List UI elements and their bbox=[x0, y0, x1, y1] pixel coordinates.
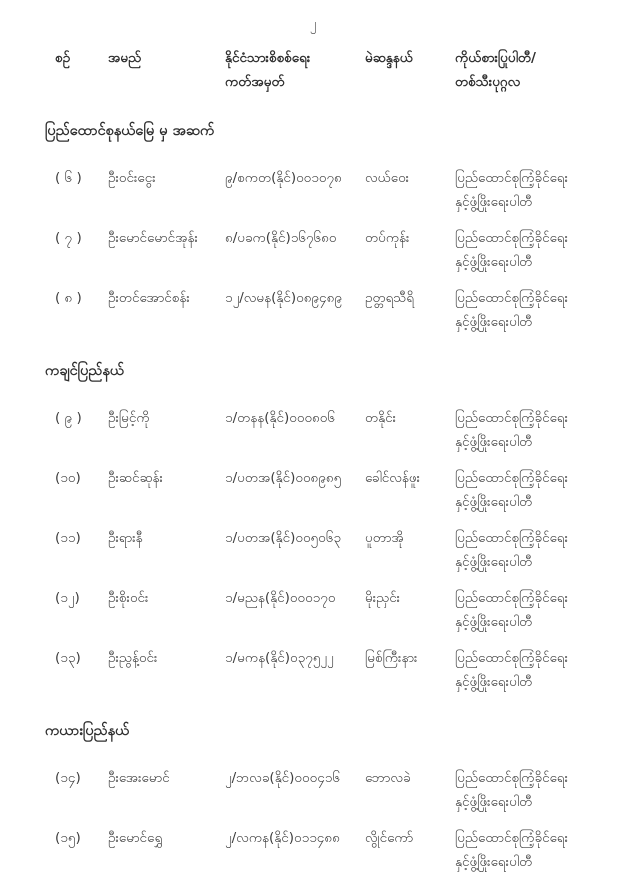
cell-party bbox=[455, 766, 626, 814]
header-serial-label: စဉ် bbox=[55, 50, 71, 66]
cell-nrc bbox=[225, 226, 365, 250]
cell-nrc bbox=[225, 526, 365, 550]
party-line1: ပြည်ထောင်စုကြံ့ခိုင်ရေး bbox=[455, 230, 569, 246]
table-row bbox=[0, 646, 626, 694]
cell-serial bbox=[55, 286, 108, 310]
constituency-value: တနိုင်း bbox=[365, 410, 397, 426]
party-line1: ပြည်ထောင်စုကြံ့ခိုင်ရေး bbox=[455, 410, 569, 426]
header-party-line1: ကိုယ်စားပြုပါတီ/ bbox=[455, 50, 536, 66]
table-row bbox=[0, 466, 626, 514]
cell-serial bbox=[55, 526, 108, 550]
name-value: ဦးညွန့်ဝင်း bbox=[108, 650, 158, 666]
cell-name bbox=[108, 226, 225, 250]
header-party-line2: တစ်သီးပုဂ္ဂလ bbox=[455, 74, 521, 90]
cell-name bbox=[108, 586, 225, 610]
nrc-value: ၁၂/လမန(နိုင်)၀၈၉၄၈၉ bbox=[225, 290, 342, 306]
cell-nrc bbox=[225, 286, 365, 310]
name-value: ဦးအေးမောင် bbox=[108, 770, 170, 786]
serial-value: ( ၆ ) bbox=[55, 170, 82, 186]
cell-nrc bbox=[225, 166, 365, 190]
party-line2: နှင့်ဖွံ့ဖြိုးရေးပါတီ bbox=[455, 674, 533, 690]
nrc-value: ၂/ဘလခ(နိုင်)၀၀၀၄၁၆ bbox=[225, 770, 340, 786]
section-title: ပြည်ထောင်စုနယ်မြေ မှ အဆက် bbox=[45, 123, 215, 139]
name-value: ဦးတင်အောင်စန်း bbox=[108, 290, 190, 306]
table-row bbox=[0, 166, 626, 214]
cell-serial bbox=[55, 226, 108, 250]
cell-name bbox=[108, 406, 225, 430]
nrc-value: ၁/မညန(နိုင်)၀၀၀၁၇၀ bbox=[225, 590, 336, 606]
cell-party bbox=[455, 586, 626, 634]
cell-name bbox=[108, 646, 225, 670]
cell-nrc bbox=[225, 586, 365, 610]
cell-serial bbox=[55, 586, 108, 610]
name-value: ဦးဝင်းငွေး bbox=[108, 170, 156, 186]
cell-constituency bbox=[365, 646, 455, 670]
header-nrc-line2: ကတ်အမှတ် bbox=[225, 74, 285, 90]
party-line1: ပြည်ထောင်စုကြံ့ခိုင်ရေး bbox=[455, 170, 569, 186]
table-body bbox=[0, 120, 626, 874]
cell-constituency bbox=[365, 586, 455, 610]
constituency-value: လွိုင်ကော် bbox=[365, 830, 414, 846]
cell-serial bbox=[55, 646, 108, 670]
cell-name bbox=[108, 826, 225, 850]
serial-value: ( ၇ ) bbox=[55, 230, 82, 246]
party-line2: နှင့်ဖွံ့ဖြိုးရေးပါတီ bbox=[455, 854, 533, 870]
table-row bbox=[0, 766, 626, 814]
cell-name bbox=[108, 526, 225, 550]
cell-constituency bbox=[365, 766, 455, 790]
cell-nrc bbox=[225, 646, 365, 670]
cell-constituency bbox=[365, 826, 455, 850]
cell-serial bbox=[55, 406, 108, 430]
cell-party bbox=[455, 166, 626, 214]
cell-nrc bbox=[225, 406, 365, 430]
constituency-value: တပ်ကုန်း bbox=[365, 230, 410, 246]
party-line1: ပြည်ထောင်စုကြံ့ခိုင်ရေး bbox=[455, 650, 569, 666]
cell-constituency bbox=[365, 166, 455, 190]
cell-serial bbox=[55, 766, 108, 790]
nrc-value: ၂/လကန(နိုင်)၀၁၁၄၈၈ bbox=[225, 830, 340, 846]
serial-value: (၁၂) bbox=[55, 590, 80, 606]
serial-value: (၁၁) bbox=[55, 530, 81, 546]
constituency-value: လယ်ဝေး bbox=[365, 170, 410, 186]
table-row bbox=[0, 286, 626, 334]
serial-value: (၁၀) bbox=[55, 470, 81, 486]
cell-party bbox=[455, 466, 626, 514]
cell-nrc bbox=[225, 766, 365, 790]
constituency-value: ဘောလခဲ bbox=[365, 770, 411, 786]
party-line1: ပြည်ထောင်စုကြံ့ခိုင်ရေး bbox=[455, 770, 569, 786]
serial-value: ( ၉ ) bbox=[55, 410, 82, 426]
nrc-value: ၈/ပခက(နိုင်)၁၆၇၆၈၀ bbox=[225, 230, 337, 246]
party-line1: ပြည်ထောင်စုကြံ့ခိုင်ရေး bbox=[455, 290, 569, 306]
cell-party bbox=[455, 826, 626, 874]
cell-party bbox=[455, 646, 626, 694]
nrc-value: ၁/ပတအ(နိုင်)၀၀၈၉၈၅ bbox=[225, 470, 342, 486]
name-value: ဦးမြင့်ကို bbox=[108, 410, 150, 426]
name-value: ဦးဆင်ဆုန်း bbox=[108, 470, 163, 486]
header-nrc-line1: နိုင်ငံသားစိစစ်ရေး bbox=[225, 50, 311, 66]
table-header bbox=[0, 46, 626, 94]
constituency-value: ဥတ္တရသီရိ bbox=[365, 290, 415, 306]
cell-nrc bbox=[225, 466, 365, 490]
cell-constituency bbox=[365, 406, 455, 430]
party-line2: နှင့်ဖွံ့ဖြိုးရေးပါတီ bbox=[455, 614, 533, 630]
cell-party bbox=[455, 226, 626, 274]
cell-party bbox=[455, 406, 626, 454]
header-nrc bbox=[225, 46, 365, 94]
cell-name bbox=[108, 766, 225, 790]
cell-serial bbox=[55, 166, 108, 190]
cell-constituency bbox=[365, 526, 455, 550]
serial-value: (၁၃) bbox=[55, 650, 81, 666]
name-value: ဦးရားနီ bbox=[108, 530, 143, 546]
constituency-value: မြစ်ကြီးနား bbox=[365, 650, 418, 666]
name-value: ဦးမောင်ရွှေ bbox=[108, 830, 163, 846]
constituency-value: မိုးညှင်း bbox=[365, 590, 401, 606]
cell-name bbox=[108, 286, 225, 310]
cell-party bbox=[455, 286, 626, 334]
constituency-value: ခေါင်လန်ဖူး bbox=[365, 470, 421, 486]
party-line2: နှင့်ဖွံ့ဖြိုးရေးပါတီ bbox=[455, 314, 533, 330]
cell-constituency bbox=[365, 226, 455, 250]
nrc-value: ၁/တနန(နိုင်)၀၀၀၈၀၆ bbox=[225, 410, 335, 426]
table-row bbox=[0, 226, 626, 274]
section bbox=[0, 720, 626, 874]
table-row bbox=[0, 586, 626, 634]
party-line1: ပြည်ထောင်စုကြံ့ခိုင်ရေး bbox=[455, 470, 569, 486]
serial-value: (၁၄) bbox=[55, 770, 81, 786]
cell-constituency bbox=[365, 286, 455, 310]
party-line2: နှင့်ဖွံ့ဖြိုးရေးပါတီ bbox=[455, 794, 533, 810]
party-line1: ပြည်ထောင်စုကြံ့ခိုင်ရေး bbox=[455, 590, 569, 606]
cell-name bbox=[108, 166, 225, 190]
nrc-value: ၉/စကတ(နိုင်)၀၀၁၀၇၈ bbox=[225, 170, 342, 186]
serial-value: (၁၅) bbox=[55, 830, 81, 846]
nrc-value: ၁/မကန(နိုင်)၀၃၇၅၂၂ bbox=[225, 650, 334, 666]
header-name-label: အမည် bbox=[108, 50, 142, 66]
header-constituency bbox=[365, 46, 455, 70]
page-number: ၂ bbox=[309, 17, 317, 32]
table-row bbox=[0, 526, 626, 574]
constituency-value: ပူတာအို bbox=[365, 530, 404, 546]
party-line2: နှင့်ဖွံ့ဖြိုးရေးပါတီ bbox=[455, 554, 533, 570]
party-line2: နှင့်ဖွံ့ဖြိုးရေးပါတီ bbox=[455, 194, 533, 210]
party-line1: ပြည်ထောင်စုကြံ့ခိုင်ရေး bbox=[455, 830, 569, 846]
name-value: ဦးစိုးဝင်း bbox=[108, 590, 149, 606]
cell-party bbox=[455, 526, 626, 574]
cell-constituency bbox=[365, 466, 455, 490]
section bbox=[0, 360, 626, 694]
table-row bbox=[0, 406, 626, 454]
header-name bbox=[108, 46, 225, 70]
party-line2: နှင့်ဖွံ့ဖြိုးရေးပါတီ bbox=[455, 434, 533, 450]
serial-value: ( ၈ ) bbox=[55, 290, 82, 306]
cell-serial bbox=[55, 466, 108, 490]
header-party bbox=[455, 46, 626, 94]
table-row bbox=[0, 826, 626, 874]
section-title: ကယားပြည်နယ် bbox=[45, 723, 130, 739]
cell-nrc bbox=[225, 826, 365, 850]
section-title: ကချင်ပြည်နယ် bbox=[45, 363, 124, 379]
party-line1: ပြည်ထောင်စုကြံ့ခိုင်ရေး bbox=[455, 530, 569, 546]
nrc-value: ၁/ပတအ(နိုင်)၀၀၅၀၆၃ bbox=[225, 530, 341, 546]
party-line2: နှင့်ဖွံ့ဖြိုးရေးပါတီ bbox=[455, 254, 533, 270]
cell-serial bbox=[55, 826, 108, 850]
party-line2: နှင့်ဖွံ့ဖြိုးရေးပါတီ bbox=[455, 494, 533, 510]
header-serial bbox=[55, 46, 108, 70]
name-value: ဦးမောင်မောင်အုန်း bbox=[108, 230, 198, 246]
header-constituency-label: မဲဆန္ဒနယ် bbox=[365, 50, 413, 66]
cell-name bbox=[108, 466, 225, 490]
section bbox=[0, 120, 626, 334]
